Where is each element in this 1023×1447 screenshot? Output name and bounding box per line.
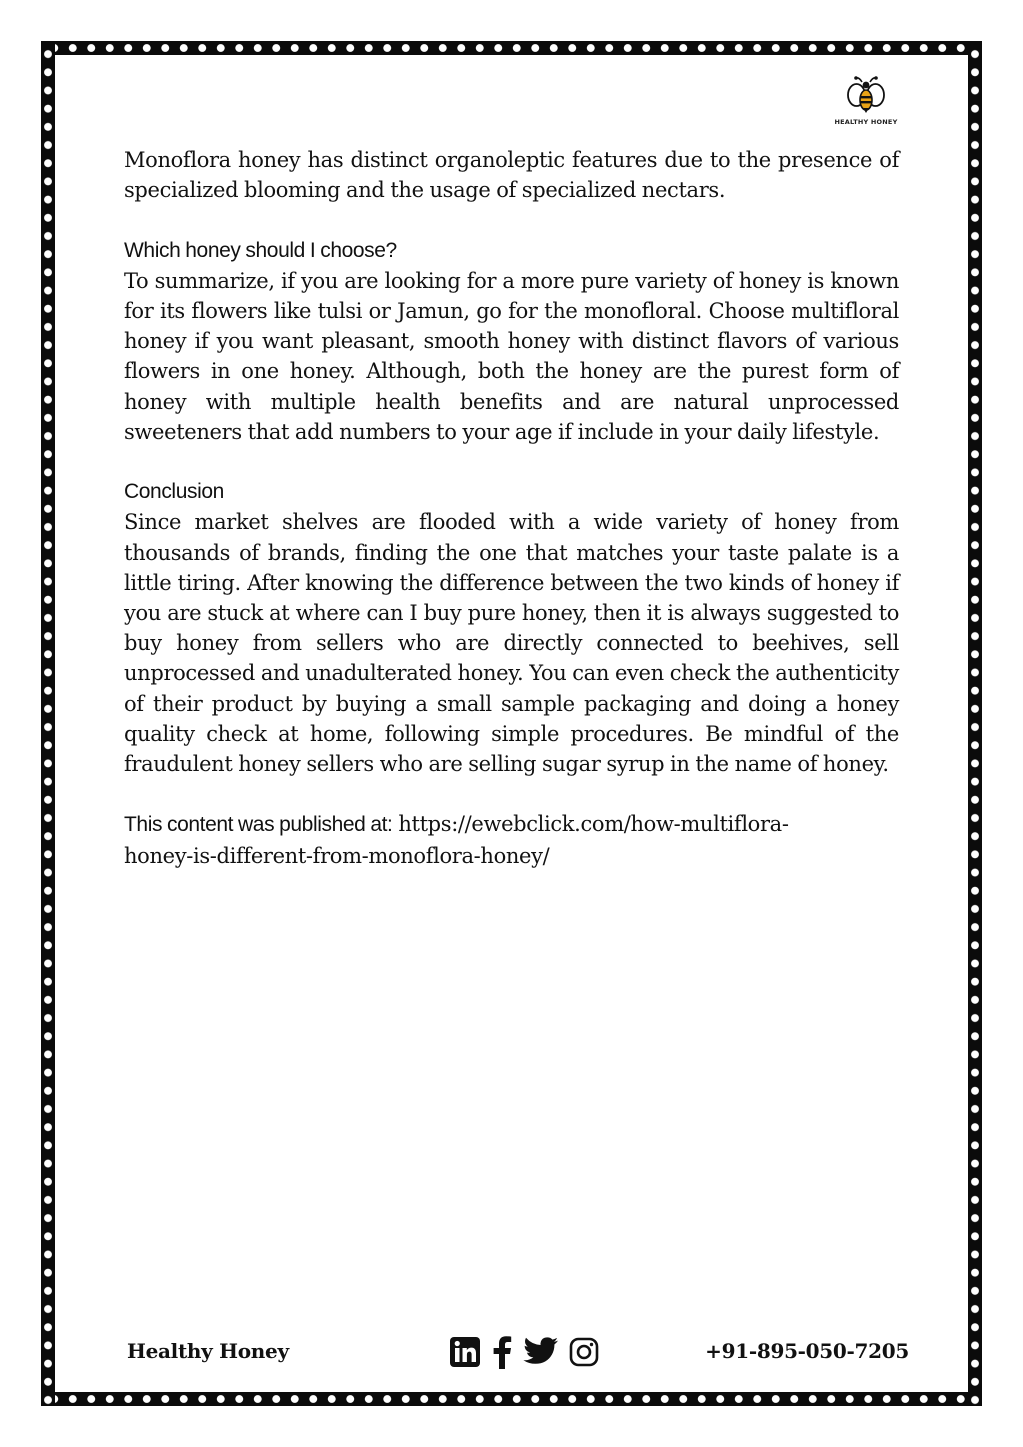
publication-line: [124, 809, 899, 870]
logo-text: HEALTHY HONEY: [834, 118, 898, 126]
border-right-strip: [968, 41, 982, 1406]
section-heading-choose: Which honey should I choose?: [124, 238, 397, 262]
bee-icon: [846, 74, 886, 116]
publication-url-continued[interactable]: honey-is-different-from-monoflora-honey/: [124, 843, 550, 868]
intro-paragraph: Monoflora honey has distinct organoleptic features due to the presence of specialized blooming and the usage of specialized nectars.: [124, 148, 899, 203]
publication-url[interactable]: https://ewebclick.com/how-multiflora-: [398, 812, 789, 837]
section-body-conclusion: Since market shelves are flooded with a wide variety of honey from thousands of brands, finding the one that matches your taste palate is a little tiring. After knowing the difference between the two kinds of honey if you are stuck at where can I buy pure honey, then it is always suggested to buy honey from sellers who are directly connected to beehives, sell unprocessed and unadulterated honey. You can even check the authenticity of their product by buying a small sample packaging and doing a honey quality check at home, following simple procedures. Be mindful of the fraudulent honey sellers who are selling sugar syrup in the name of honey.: [124, 510, 899, 777]
instagram-icon[interactable]: [569, 1337, 599, 1367]
publication-label: This content was published at:: [124, 813, 393, 837]
border-bottom-strip: [41, 1392, 982, 1406]
border-top-strip: [41, 41, 982, 55]
linkedin-icon[interactable]: [449, 1336, 481, 1368]
footer-brand: Healthy Honey: [127, 1339, 289, 1363]
section-heading-conclusion: Conclusion: [124, 480, 224, 504]
brand-logo: [828, 74, 904, 126]
document-body: [124, 145, 899, 871]
border-left-strip: [41, 41, 55, 1406]
twitter-icon[interactable]: [523, 1337, 559, 1367]
section-body-choose: To summarize, if you are looking for a more pure variety of honey is known for its flowers like tulsi or Jamun, go for the monofloral. Choose multifloral honey if you want pleasant, smooth honey with distinct flavors of various flowers in one honey. Although, both the honey are the purest form of honey with multiple health benefits and are natural unprocessed sweeteners that add numbers to your age if include in your daily lifestyle.: [124, 268, 899, 444]
page-footer: [127, 1330, 909, 1374]
footer-phone: +91-895-050-7205: [705, 1339, 909, 1363]
social-icons: [449, 1335, 599, 1369]
facebook-icon[interactable]: [491, 1335, 513, 1369]
